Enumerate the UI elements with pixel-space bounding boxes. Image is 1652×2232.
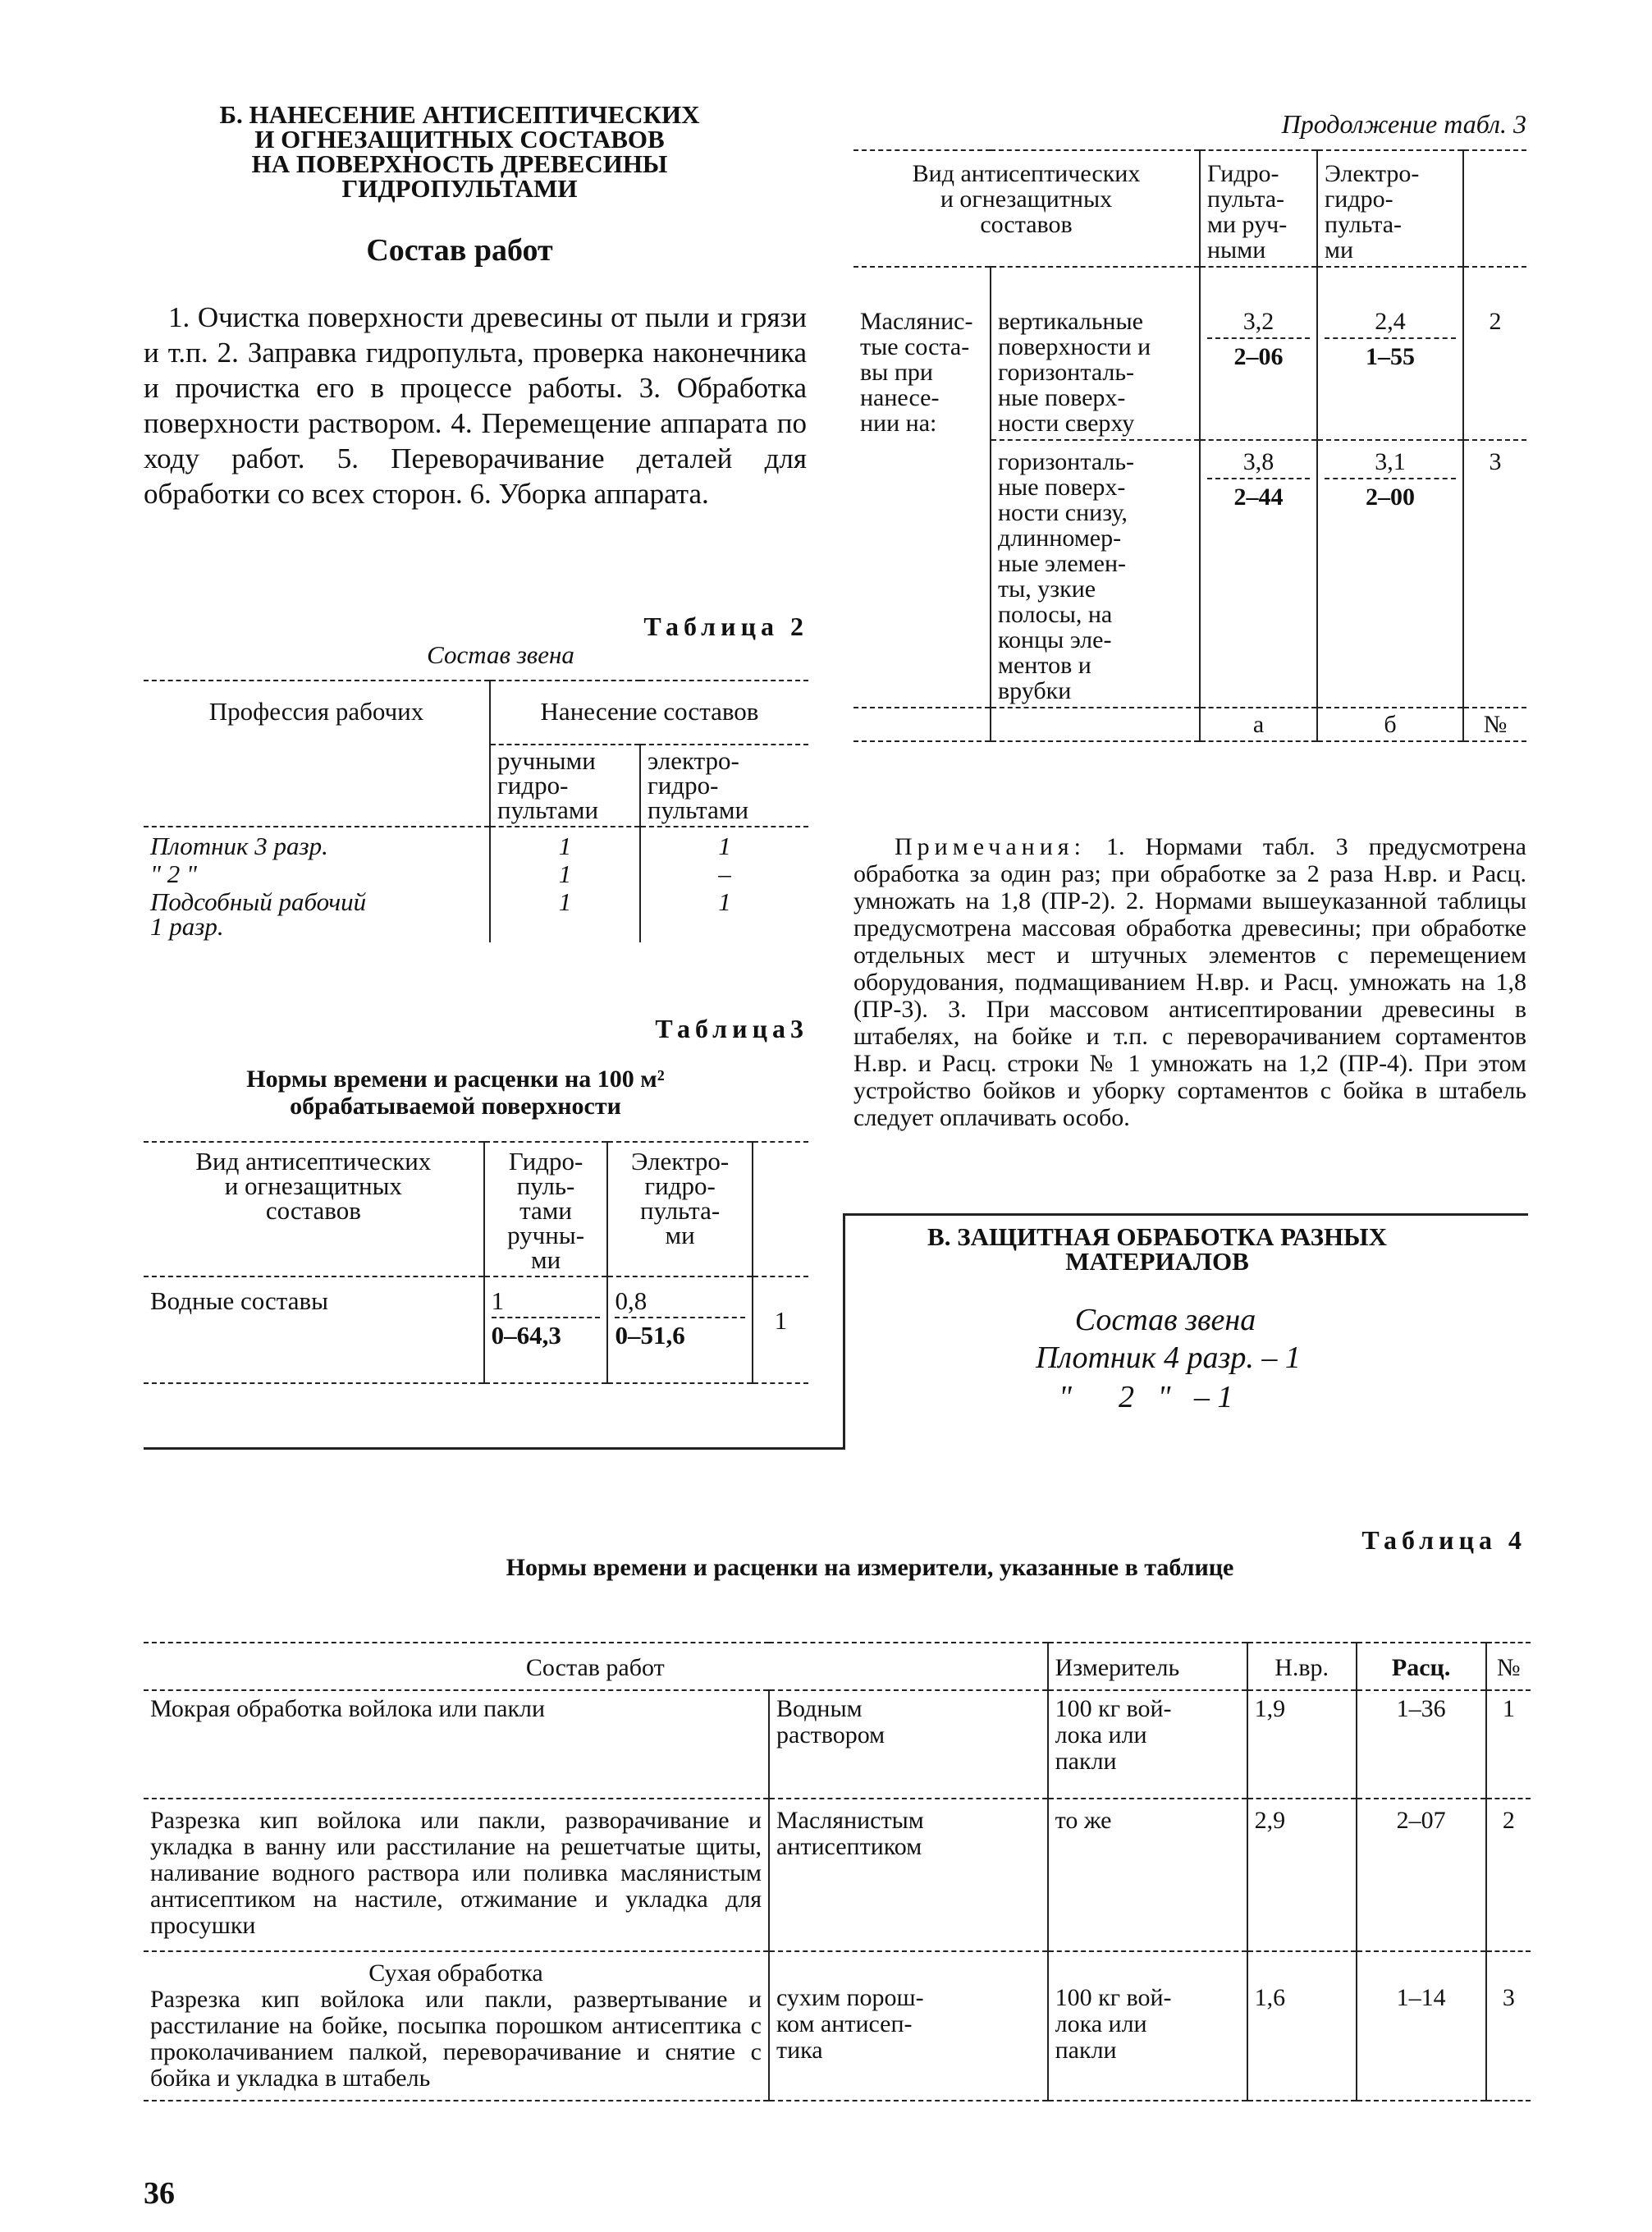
table3c-manual-norm: 3,2: [1207, 309, 1310, 339]
table4-cell-norm: 1,6: [1247, 1951, 1357, 2101]
table2-cell-manual: 1: [490, 890, 640, 942]
table-row: [144, 1951, 1531, 2101]
table3-cell-manual-price: 0–64,3: [491, 1321, 561, 1350]
table4-col-price: Расц.: [1357, 1643, 1486, 1690]
table2-cell-name: " 2 ": [150, 859, 198, 888]
table2-col-manual: ручными гидро- пультами: [490, 745, 640, 827]
table3: [144, 1141, 808, 1384]
crew-line-2: " 2 " – 1: [1059, 1380, 1233, 1414]
work-composition-heading: Состав работ: [366, 233, 553, 268]
table4-cell-norm: 2,9: [1247, 1799, 1357, 1951]
table4-cell-price: 2–07: [1357, 1799, 1486, 1951]
table2-cell-manual: 1: [490, 827, 640, 862]
table4-cell-work: Разрезка кип войлока или пакли, развертывание и расстилание на бойке, посыпка порошком антисептика с проколачиванием палкой, переворачивание и снятие с бойка и укладка в штабель: [150, 1986, 762, 2092]
table4-cell-unit: 100 кг вой- лока или пакли: [1048, 1951, 1247, 2101]
table3c-foot-no: №: [1463, 708, 1526, 741]
table3c-manual-price: 2–06: [1233, 343, 1284, 370]
table3-cell-electro-price: 0–51,6: [615, 1321, 685, 1350]
section-v-title: В. ЗАЩИТНАЯ ОБРАБОТКА РАЗНЫХ МАТЕРИАЛОВ: [927, 1222, 1387, 1276]
column-frame-vertical: [843, 1213, 845, 1449]
table4-cell-norm: 1,9: [1247, 1690, 1357, 1799]
table2-cell-electro: 1: [640, 890, 808, 942]
table3c-col-manual: Гидро- пульта- ми руч- ными: [1200, 150, 1317, 267]
table3-title: Нормы времени и расценки на 100 м² обрабатываемой поверхности: [246, 1066, 665, 1120]
table4-label: Таблица 4: [1361, 1525, 1526, 1555]
table4-col-norm: Н.вр.: [1247, 1643, 1357, 1690]
table3c-col-kind: Вид антисептических и огнезащитных составов: [853, 150, 1200, 267]
table2-col-electro: электро- гидро- пультами: [640, 745, 808, 827]
table3c-sub: вертикальные поверхности и горизонталь- ные поверх- ности сверху: [991, 267, 1200, 440]
table-row: [144, 1799, 1531, 1951]
table4-cell-method: Водным раствором: [769, 1690, 1048, 1799]
work-composition-text: 1. Очистка поверхности древесины от пыли и грязи и т.п. 2. Заправка гидропульта, проверка наконечника и прочистка его в процессе работы. 3. Обработка поверхности раствором. 4. Перемещение аппарата по ходу работ. 5. Переворачивание деталей для обработки со всех сторон. 6. Уборка аппарата.: [144, 301, 807, 510]
table4-cell-no: 2: [1486, 1799, 1531, 1951]
notes-text: 1. Нормами табл. 3 предусмотрена обработка за один раз; при обработке за 2 раза Н.вр. и Расц. умножать на 1,8 (ПР-2). 2. Нормами вышеуказанной таблицы предусмотрена массовая обработка древесины; при обработке отдельных мест и штучных элементов с перемещением оборудования, подмащиванием Н.вр. и Расц. умножать на 1,8 (ПР-3). 3. При массовом антисептировании древесины в штабелях, на бойке и т.п. с переворачиванием сортаментов Н.вр. и Расц. строки № 1 умножать на 1,2 (ПР-4). При этом устройство бойков и уборку сортаментов с бойка в штабель следует оплачивать особо.: [853, 833, 1526, 1131]
notes: [853, 833, 1526, 1131]
table4-cell-method: Маслянистым антисептиком: [769, 1799, 1048, 1951]
table3c-electro-norm: 3,1: [1325, 449, 1456, 479]
crew-heading: Состав звена: [1074, 1303, 1256, 1337]
table4-cell-method: сухим порош- ком антисеп- тика: [769, 1951, 1048, 2101]
table-row: [144, 890, 808, 942]
table3c-foot-b: б: [1317, 708, 1463, 741]
table3-cell-electro-norm: 0,8: [615, 1289, 744, 1318]
table2-cell-manual: 1: [490, 862, 640, 890]
table2-col-group: Нанесение составов: [490, 681, 808, 745]
table3c-electro-price: 2–00: [1366, 484, 1415, 511]
table2-label: Таблица 2: [643, 612, 808, 641]
table4-cell-no: 1: [1486, 1690, 1531, 1799]
table3-label: Таблица3: [655, 1014, 808, 1043]
table2-col-profession: Профессия рабочих: [144, 681, 490, 827]
table3c-group: Маслянис- тые соста- вы при нанесе- нии на:: [860, 308, 973, 437]
table3c-foot-a: а: [1200, 708, 1317, 741]
table4-col-no: №: [1486, 1643, 1531, 1690]
table3c-sub: горизонталь- ные поверх- ности снизу, длинномер- ные элемен- ты, узкие полосы, на концы эле- ментов и врубки: [991, 440, 1200, 708]
table3c-no: 3: [1463, 440, 1526, 708]
table2-cell-electro: –: [640, 862, 808, 890]
section-b-title: Б. НАНЕСЕНИЕ АНТИСЕПТИЧЕСКИХ И ОГНЕЗАЩИТНЫХ СОСТАВОВ НА ПОВЕРХНОСТЬ ДРЕВЕСИНЫ ГИДРОПУЛЬТАМИ: [219, 100, 700, 203]
table3-cell-kind: Водные составы: [144, 1276, 484, 1383]
table-row: [144, 1690, 1531, 1799]
table4: [144, 1642, 1531, 2101]
table3-col-kind: Вид антисептических и огнезащитных составов: [144, 1142, 484, 1276]
table2-subtitle: Состав звена: [427, 640, 574, 669]
page-number: 36: [144, 2176, 175, 2211]
table4-col-work: Состав работ: [144, 1643, 1048, 1690]
table2-cell-electro: 1: [640, 827, 808, 862]
table2-cell-name: Подсобный рабочий 1 разр.: [150, 887, 367, 941]
table3-col-manual: Гидро- пуль- тами ручны- ми: [484, 1142, 608, 1276]
column-frame-top: [843, 1213, 1528, 1216]
table4-cell-no: 3: [1486, 1951, 1531, 2101]
table3c-col-electro: Электро- гидро- пульта- ми: [1317, 150, 1463, 267]
table4-cell-unit: 100 кг вой- лока или пакли: [1048, 1690, 1247, 1799]
table2-cell-name: Плотник 3 разр.: [144, 827, 490, 862]
column-frame-bottom: [144, 1447, 845, 1450]
table3c-no: 2: [1463, 267, 1526, 440]
table4-cell-price: 1–14: [1357, 1951, 1486, 2101]
table4-col-unit: Измеритель: [1048, 1643, 1247, 1690]
table-row: [144, 827, 808, 862]
table3c-electro-norm: 2,4: [1325, 309, 1456, 339]
table-row: [853, 267, 1526, 440]
table4-title: Нормы времени и расценки на измерители, указанные в таблице: [506, 1554, 1234, 1581]
table3-cont-label: Продолжение табл. 3: [1281, 109, 1526, 139]
table4-cell-work: Мокрая обработка войлока или пакли: [144, 1690, 769, 1799]
table3c-manual-norm: 3,8: [1207, 449, 1310, 479]
table3c-electro-price: 1–55: [1366, 343, 1415, 370]
table4-cell-work: Разрезка кип войлока или пакли, разворачивание и укладка в ванну или расстилание на решетчатые щиты, наливание водного раствора или поливка маслянистым антисептиком на настиле, отжимание и укладка для просушки: [144, 1799, 769, 1951]
crew-line-1: Плотник 4 разр. – 1: [1036, 1341, 1301, 1375]
table3-cell-manual-norm: 1: [492, 1289, 601, 1318]
table4-subhead: Сухая обработка: [368, 1959, 543, 1987]
table3-continuation: [853, 149, 1526, 742]
notes-label: Примечания:: [895, 833, 1086, 860]
table4-cell-price: 1–36: [1357, 1690, 1486, 1799]
table2: [144, 680, 808, 942]
table3-col-electro: Электро- гидро- пульта- ми: [607, 1142, 752, 1276]
table-row: [144, 862, 808, 890]
table3-cell-no: 1: [753, 1276, 808, 1383]
table4-cell-unit: то же: [1048, 1799, 1247, 1951]
table-row: [144, 1276, 808, 1383]
table3c-manual-price: 2–44: [1233, 484, 1284, 511]
